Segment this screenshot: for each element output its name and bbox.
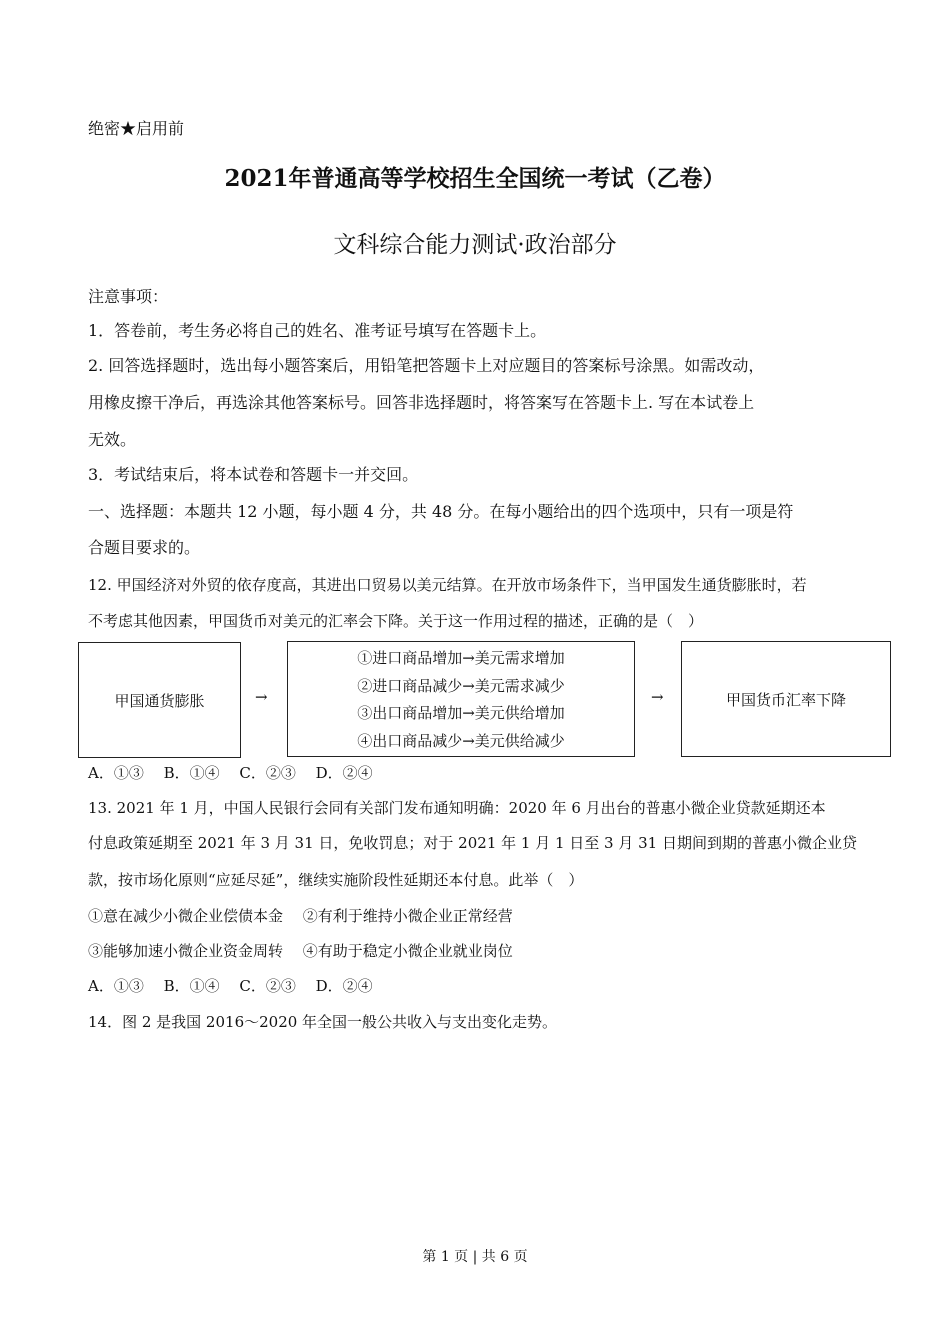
note-item-1: 1．答卷前，考生务必将自己的姓名、准考证号填写在答题卡上。 bbox=[88, 321, 547, 340]
q12-options: A．①③ B．①④ C．②③ D．②④ bbox=[88, 764, 373, 782]
q13-statements-1: ①意在减少小微企业偿债本金 ②有利于维持小微企业正常经营 bbox=[88, 907, 513, 925]
q13-stem-line-1: 13. 2021 年 1 月，中国人民银行会同有关部门发布通知明确：2020 年 6 月出台的普惠小微企业贷款延期还本 bbox=[88, 799, 826, 817]
q12-box-exchange-rate bbox=[681, 641, 891, 757]
note-item-3: 3．考试结束后，将本试卷和答题卡一并交回。 bbox=[88, 465, 419, 484]
q13-options: A．①③ B．①④ C．②③ D．②④ bbox=[88, 977, 373, 995]
q13-statements-2: ③能够加速小微企业资金周转 ④有助于稳定小微企业就业岗位 bbox=[88, 942, 513, 960]
q12-stem-line-1: 12. 甲国经济对外贸的依存度高，其进出口贸易以美元结算。在开放市场条件下，当甲国发生通货膨胀时，若 bbox=[88, 576, 807, 594]
q13-stem-line-2: 付息政策延期至 2021 年 3 月 31 日，免收罚息；对于 2021 年 1 月 1 日至 3 月 31 日期间到期的普惠小微企业贷 bbox=[88, 834, 857, 852]
q12-process-3: ③出口商品增加→美元供给增加 bbox=[357, 704, 565, 723]
q12-box-process bbox=[287, 641, 635, 757]
q12-process-2: ②进口商品减少→美元需求减少 bbox=[357, 676, 565, 695]
notes-heading: 注意事项： bbox=[88, 287, 169, 306]
q12-process-4: ④出口商品减少→美元供给减少 bbox=[357, 731, 565, 750]
confidential-mark: 绝密★启用前 bbox=[88, 119, 185, 138]
section-intro-line-1: 一、选择题：本题共 12 小题，每小题 4 分，共 48 分。在每小题给出的四个选项中，只有一项是符 bbox=[88, 502, 794, 521]
note-item-2-line-3: 无效。 bbox=[88, 430, 137, 449]
q12-box-inflation-label: 甲国通货膨胀 bbox=[114, 691, 205, 710]
exam-title: 2021年普通高等学校招生全国统一考试（乙卷） bbox=[224, 165, 726, 192]
note-item-2-line-2: 用橡皮擦干净后，再选涂其他答案标号。回答非选择题时，将答案写在答题卡上. 写在本试卷上 bbox=[88, 393, 755, 412]
exam-subtitle: 文科综合能力测试·政治部分 bbox=[333, 232, 617, 258]
section-intro-line-2: 合题目要求的。 bbox=[88, 538, 201, 557]
q12-box-inflation bbox=[78, 642, 241, 758]
page-footer: 第 1 页 | 共 6 页 bbox=[422, 1249, 528, 1265]
q12-process-1: ①进口商品增加→美元需求增加 bbox=[357, 649, 565, 668]
q12-box-exchange-rate-label: 甲国货币汇率下降 bbox=[725, 690, 846, 709]
q12-stem-line-2: 不考虑其他因素，甲国货币对美元的汇率会下降。关于这一作用过程的描述，正确的是（ ） bbox=[88, 612, 704, 630]
q13-stem-line-3: 款，按市场化原则“应延尽延”，继续实施阶段性延期还本付息。此举（ ） bbox=[88, 871, 584, 889]
note-item-2-line-1: 2. 回答选择题时，选出每小题答案后，用铅笔把答题卡上对应题目的答案标号涂黑。如需改动， bbox=[88, 356, 765, 375]
arrow-icon: → bbox=[255, 688, 268, 706]
arrow-icon: → bbox=[651, 688, 664, 706]
q14-stem-line-1: 14．图 2 是我国 2016～2020 年全国一般公共收入与支出变化走势。 bbox=[88, 1013, 558, 1031]
